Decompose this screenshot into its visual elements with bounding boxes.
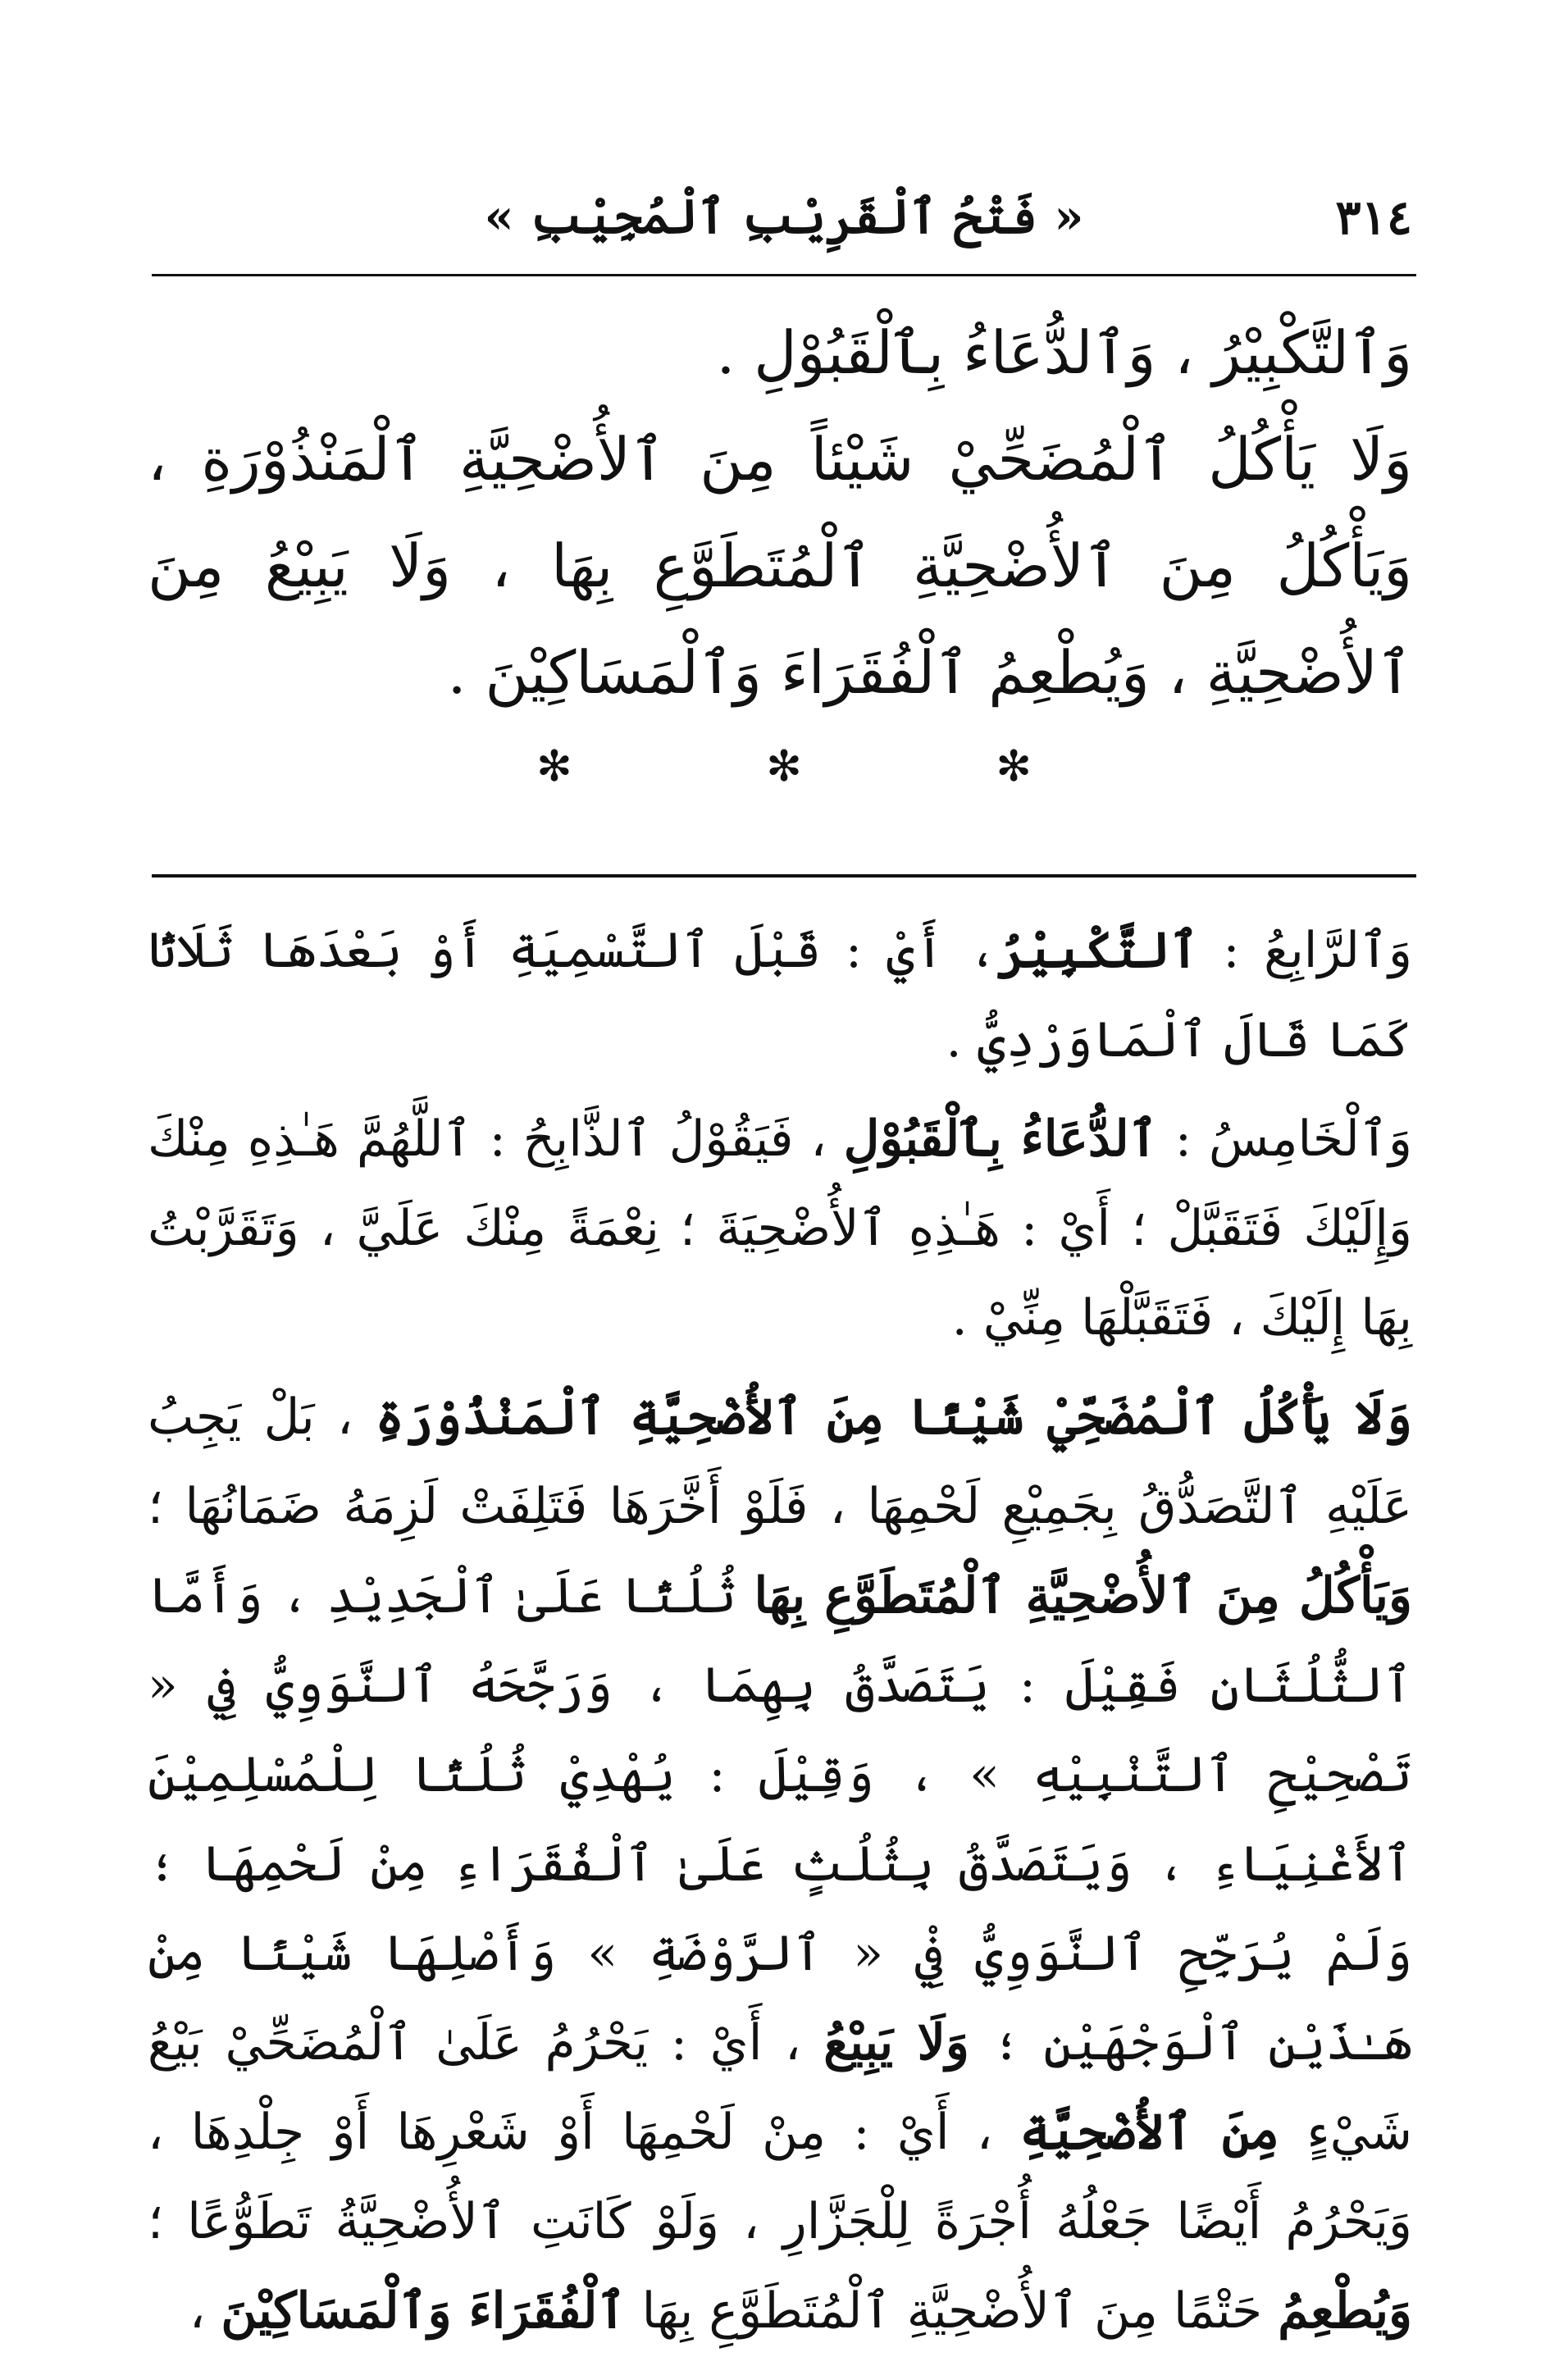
- sharh-text-run: ،: [189, 2282, 221, 2340]
- running-header: [156, 172, 1412, 262]
- star-ornament: ✻: [536, 742, 572, 791]
- matn-quote: وَيُطْعِمُ: [1278, 2282, 1412, 2340]
- matn-quote: ٱلْفُقَرَاءَ وَٱلْمَسَاكِيْنَ: [221, 2282, 627, 2340]
- matn-quote: ٱلتَّكْبِيْرُ: [996, 922, 1199, 979]
- page-number: ٣١٤: [1335, 189, 1412, 245]
- matn-text: [148, 299, 1412, 726]
- sharh-text-run: ، أَيْ : يَحْرُمُ عَلَىٰ ٱلْمُضَحِّيْ بَيْعُ شَيْءٍ: [148, 2014, 1413, 2161]
- sharh-text-run: ، أَيْ : قَبْلَ ٱلتَّسْمِيَةِ أَوْ بَعْدَهَا ثَلَاثًا كَمَا قَالَ ٱلْمَاوَرْدِيُّ .: [148, 922, 1412, 1069]
- book-title: « فَتْحُ ٱلْقَرِيْبِ ٱلْمُجِيْبِ »: [484, 189, 1084, 244]
- sharh-text: [148, 906, 1412, 2366]
- sharh-text-run: ، أَيْ : مِنْ لَحْمِهَا أَوْ شَعْرِهَا أَوْ جِلْدِهَا ، وَيَحْرُمُ أَيْضًا جَعْلُهُ أُجْرَةً لِلْجَزَّارِ ، وَلَوْ كَانَتِ ٱلأُضْحِيَّةُ تَطَوُّعًا ؛: [148, 2104, 1412, 2250]
- matn-quote: مِنَ ٱلأُضْحِيَّةِ: [1019, 2104, 1280, 2161]
- sharh-paragraph: [148, 1095, 1412, 1363]
- matn-paragraph: وَلَا يَأْكُلُ ٱلْمُضَحِّيْ شَيْئاً مِنَ ٱلأُضْحِيَّةِ ٱلْمَنْذُوْرَةِ ، وَيَأْكُلُ مِنَ ٱلأُضْحِيَّةِ ٱلْمُتَطَوَّعِ بِهَا ، وَلَا يَبِيْعُ مِنَ ٱلأُضْحِيَّةِ ، وَيُطْعِمُ ٱلْفُقَرَاءَ وَٱلْمَسَاكِيْنَ .: [148, 425, 1412, 707]
- star-ornament: ✻: [766, 742, 802, 791]
- matn-quote: وَيَأْكُلُ مِنَ ٱلأُضْحِيَّةِ ٱلْمُتَطَوَّعِ بِهَا: [754, 1567, 1412, 1625]
- header-rule: [152, 274, 1416, 276]
- star-ornament: ✻: [996, 742, 1032, 791]
- matn-quote: وَلَا يَبِيْعُ: [823, 2014, 969, 2072]
- sharh-text-run: ، فَيَقُوْلُ ٱلذَّابِحُ : ٱللَّهُمَّ هَـٰذِهِ مِنْكَ وَإِلَيْكَ فَتَقَبَّلْ ؛ أَيْ : هَـٰذِهِ ٱلأُضْحِيَةَ ؛ نِعْمَةً مِنْكَ عَلَيَّ ، وَتَقَرَّبْتُ بِهَا إِلَيْكَ ، فَتَقَبَّلْهَا مِنِّيْ .: [148, 1110, 1412, 1347]
- matn-quote: وَلَا يَأْكُلُ ٱلْمُضَحِّيْ شَيْئًا مِنَ ٱلأُضْحِيَّةِ ٱلْمَنْذُوْرَةِ: [375, 1388, 1412, 1446]
- matn-paragraph: وَٱلتَّكْبِيْرُ ، وَٱلدُّعَاءُ بِٱلْقَبُوْلِ .: [716, 318, 1412, 387]
- sharh-text-run: حَتْمًا مِنَ ٱلأُضْحِيَّةِ ٱلْمُتَطَوَّعِ بِهَا: [626, 2282, 1279, 2340]
- sharh-paragraph: [148, 906, 1412, 1085]
- section-separator: [0, 730, 1568, 804]
- sharh-text-run: وَٱلرَّابِعُ :: [1198, 922, 1412, 979]
- sharh-text-run: وَٱلْخَامِسُ :: [1157, 1110, 1412, 1168]
- matn-quote: ٱلدُّعَاءُ بِٱلْقَبُوْلِ: [843, 1110, 1158, 1168]
- sharh-text-run: ، بَلْ يَجِبُ عَلَيْهِ ٱلتَّصَدُّقُ بِجَمِيْعِ لَحْمِهَا ، فَلَوْ أَخَّرَهَا فَتَلِفَتْ لَزِمَهُ ضَمَانُهَا ؛: [148, 1388, 1412, 1535]
- footnote-rule: [152, 874, 1416, 878]
- sharh-text-run: ثُلُثًا عَلَىٰ ٱلْجَدِيْدِ ، وَأَمَّا ٱلثُّلُثَانِ فَقِيْلَ : يَتَصَدَّقُ بِهِمَا ، وَرَجَّحَهُ ٱلنَّوَوِيُّ فِي « تَصْحِيْحِ ٱلتَّنْبِيْهِ » ، وَقِيْلَ : يُهْدِيْ ثُلُثًا لِلْمُسْلِمِيْنَ ٱلأَغْنِيَاءِ ، وَيَتَصَدَّقُ بِثُلُثٍ عَلَىٰ ٱلْفُقَرَاءِ مِنْ لَحْمِهَا ؛ وَلَمْ يُرَجِّحِ ٱلنَّوَوِيُّ فِيْ « ٱلرَّوْضَةِ » وَأَصْلِهَا شَيْئًا مِنْ هَـٰذَيْنِ ٱلْوَجْهَيْنِ ؛: [148, 1567, 1412, 2072]
- sharh-paragraph: [148, 1373, 1412, 2356]
